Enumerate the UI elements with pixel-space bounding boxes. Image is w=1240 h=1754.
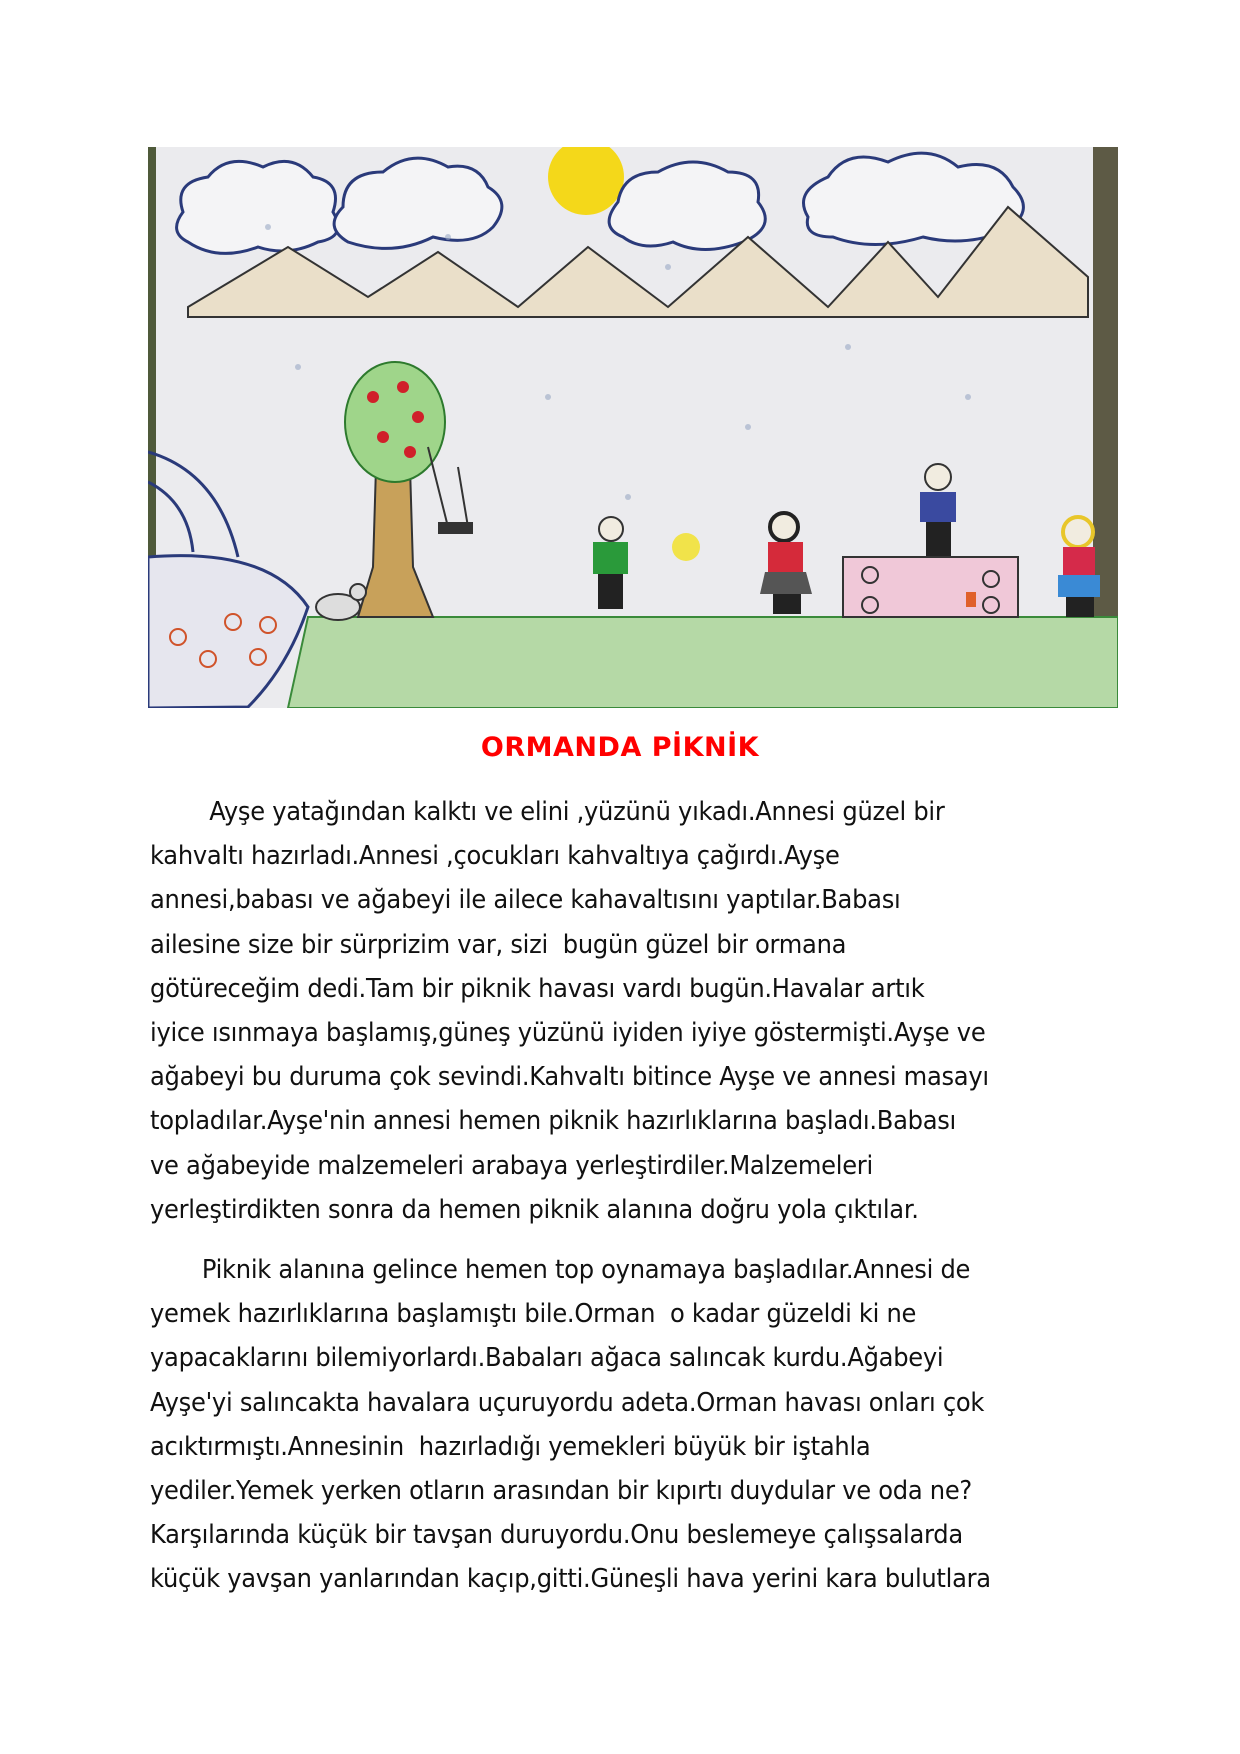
text-line: Ayşe'yi salıncakta havalara uçuruyordu adeta.Orman havası onları çok bbox=[150, 1387, 985, 1418]
text-line: Piknik alanına gelince hemen top oynamaya başladılar.Annesi de bbox=[150, 1255, 971, 1285]
boy-figure bbox=[593, 517, 628, 609]
text-line: Karşılarında küçük bir tavşan duruyordu.Onu beslemeye çalışsalarda bbox=[150, 1520, 963, 1551]
paragraph-2 bbox=[150, 1248, 1110, 1602]
text-line: iyice ısınmaya başlamış,güneş yüzünü iyiden iyiye göstermişti.Ayşe ve bbox=[150, 1017, 986, 1048]
text-line: küçük yavşan yanlarından kaçıp,gitti.Güneşli hava yerini kara bulutlara bbox=[150, 1564, 991, 1595]
text-line: kahvaltı hazırladı.Annesi ,çocukları kahvaltıya çağırdı.Ayşe bbox=[150, 841, 840, 872]
text-line: ve ağabeyide malzemeleri arabaya yerleştirdiler.Malzemeleri bbox=[150, 1150, 873, 1181]
text-line: yediler.Yemek yerken otların arasından bir kıpırtı duydular ve oda ne? bbox=[150, 1475, 972, 1506]
text-line: yerleştirdikten sonra da hemen piknik alanına doğru yola çıktılar. bbox=[150, 1194, 919, 1225]
ball bbox=[672, 533, 700, 561]
text-line: yapacaklarını bilemiyorlardı.Babaları ağaca salıncak kurdu.Ağabeyi bbox=[150, 1343, 944, 1374]
text-line: ailesine size bir sürprizim var, sizi bugün güzel bir ormana bbox=[150, 929, 847, 960]
story-title: ORMANDA PİKNİK bbox=[480, 732, 760, 763]
text-line: yemek hazırlıklarına başlamıştı bile.Orman o kadar güzeldi ki ne bbox=[150, 1299, 917, 1330]
text-line: götüreceğim dedi.Tam bir piknik havası vardı bugün.Havalar artık bbox=[150, 973, 925, 1004]
text-line: topladılar.Ayşe'nin annesi hemen piknik hazırlıklarına başladı.Babası bbox=[150, 1106, 956, 1137]
text-line: acıktırmıştı.Annesinin hazırladığı yemekleri büyük bir iştahla bbox=[150, 1431, 871, 1462]
stove-table bbox=[843, 557, 1018, 617]
text-line: ağabeyi bu duruma çok sevindi.Kahvaltı bitince Ayşe ve annesi masayı bbox=[150, 1062, 989, 1093]
grass-ground bbox=[288, 617, 1118, 708]
text-line: annesi,babası ve ağabeyi ile ailece kahavaltısını yaptılar.Babası bbox=[150, 885, 901, 916]
text-line: Ayşe yatağından kalktı ve elini ,yüzünü yıkadı.Annesi güzel bir bbox=[150, 797, 945, 827]
paragraph-1 bbox=[150, 790, 1110, 1232]
child-drawing-picnic bbox=[148, 147, 1118, 708]
